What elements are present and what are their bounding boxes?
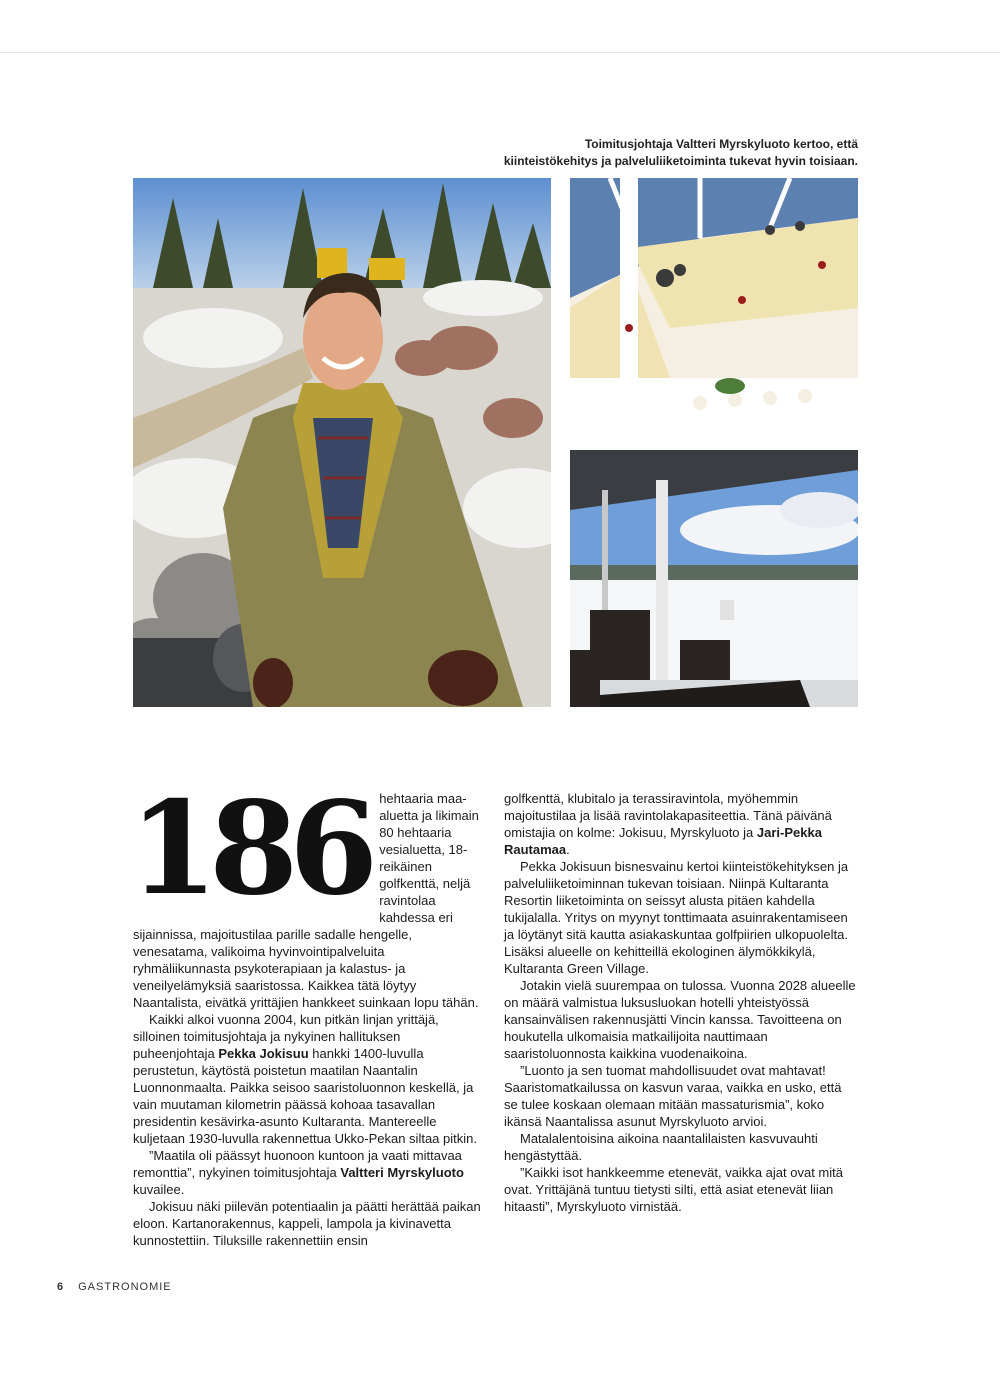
caption-line-2: kiinteistökehitys ja palveluliiketoiminta tukevat hyvin toisiaan. xyxy=(503,154,858,168)
page-footer xyxy=(57,1281,172,1293)
article-column-right xyxy=(504,790,858,1215)
paragraph-text: Jokisuu näki piilevän potentiaalin ja päätti herättää paikan eloon. Kartanorakennus, kappeli, lampola ja kivinavetta kunnostettiin. Tiluksille rakennettiin ensin xyxy=(133,1199,481,1248)
paragraph: Jotakin vielä suurempaa on tulossa. Vuonna 2028 alueelle on määrä valmistua luksusluokan hotelli yhteistyössä kansainvälisen rakennusjätti Vincin kanssa. Tavoitteena on houkutella ulkomaisia matkailijoita nauttimaan saaristoluonnosta kaikkina vuodenaikoina. xyxy=(504,978,856,1061)
paragraph xyxy=(133,1147,485,1198)
portrait-photo xyxy=(133,178,551,707)
magazine-name: GASTRONOMIE xyxy=(78,1281,172,1293)
header-rule xyxy=(0,52,1000,53)
person-name: Pekka Jokisuu xyxy=(218,1046,309,1061)
paragraph xyxy=(133,1198,485,1249)
article-column-left xyxy=(129,774,485,1249)
paragraph-text: ”Maatila oli päässyt huonoon kuntoon ja vaati mittavaa remonttia”, nykyinen toimitusjohtaja xyxy=(133,1148,462,1180)
paragraph xyxy=(129,774,485,1011)
photo-caption xyxy=(438,136,858,170)
paragraph-text: Kaikki alkoi vuonna 2004, kun pitkän linjan yrittäjä, silloinen toimitusjohtaja ja nykyinen hallituksen puheenjohtaja xyxy=(133,1012,439,1061)
paragraph: ”Luonto ja sen tuomat mahdollisuudet ovat mahtavat! Saaristomatkailussa on kasvun varaa, vaikka en usko, että se tulee koskaan olemaan mitään massaturismia”, koko ikänsä Naantalissa asunut Myrskyluoto arvioi. xyxy=(504,1063,842,1129)
paragraph: ”Kaikki isot hankkeemme etenevät, vaikka ajat ovat mitä ovat. Yrittäjänä tuntuu tietysti silti, että asiat etenevät liian hitaasti”, Myrskyluoto virnistää. xyxy=(504,1165,843,1214)
paragraph xyxy=(133,1011,485,1147)
pavilion-ceiling-photo xyxy=(570,178,858,433)
person-name: Jari-Pekka Rautamaa xyxy=(504,825,822,857)
person-name: Valtteri Myrskyluoto xyxy=(340,1165,464,1180)
paragraph: Pekka Jokisuun bisnesvainu kertoi kiinteistökehityksen ja palveluliiketoiminnan tukevan toisiaan. Niinpä Kultaranta Resortin liiketoiminta on seissyt alusta pitäen kahdella tukijalalla. Yritys on myynyt tonttimaata asuinrakentamiseen ja löytänyt sitä kautta asiakaskuntaa golfpiirien ulkopuolelta. Lisäksi alueelle on kehitteillä ekologinen älymökkikylä, Kultaranta Green Village. xyxy=(504,859,849,976)
paragraph: Matalalentoisina aikoina naantalilaisten kasvuvauhti hengästyttää. xyxy=(504,1131,818,1163)
dropcap-number: 186 xyxy=(129,774,370,924)
terrace-photo xyxy=(570,450,858,707)
paragraph xyxy=(504,790,858,858)
paragraph-text: hankki 1400-luvulla perustetun, käytöstä poistetun maatilan Naantalin Luonnonmaalta. Paikka seisoo saaristoluonnon keskellä, ja vain muutaman kilometrin päässä kohoaa tasavallan presidentin kesävirka-asunto Kultaranta. Mantereelle kuljetaan 1930-luvulla rakennettua Ukko-Pekan siltaa pitkin. xyxy=(133,1046,477,1146)
paragraph-text: . xyxy=(566,842,570,857)
caption-line-1: Toimitusjohtaja Valtteri Myrskyluoto kertoo, että xyxy=(584,137,858,151)
paragraph-text: kuvailee. xyxy=(133,1182,185,1197)
page-number: 6 xyxy=(57,1281,65,1293)
paragraph-text: golfkenttä, klubitalo ja terassiravintola, myöhemmin majoitustilaa ja lisää ravintolakapasiteettia. Tänä päivänä omistajia on kolme: Jokisuu, Myrskyluoto ja xyxy=(504,791,832,840)
paragraph-text: hehtaaria maa-aluetta ja likimain 80 hehtaaria vesialuetta, 18-reikäinen golfkenttä, neljä ravintolaa kahdessa eri sijainnissa, majoitustilaa parille sadalle hengelle, venesatama, valikoima hyvinvointipalveluita ryhmäliikunnasta psykoterapiaan ja kalastus- ja veneilyelämyksiä saaristossa. Kaikkea tätä löytyy Naantalista, eivätkä yrittäjien hankkeet suinkaan lopu tähän. xyxy=(133,791,479,1010)
